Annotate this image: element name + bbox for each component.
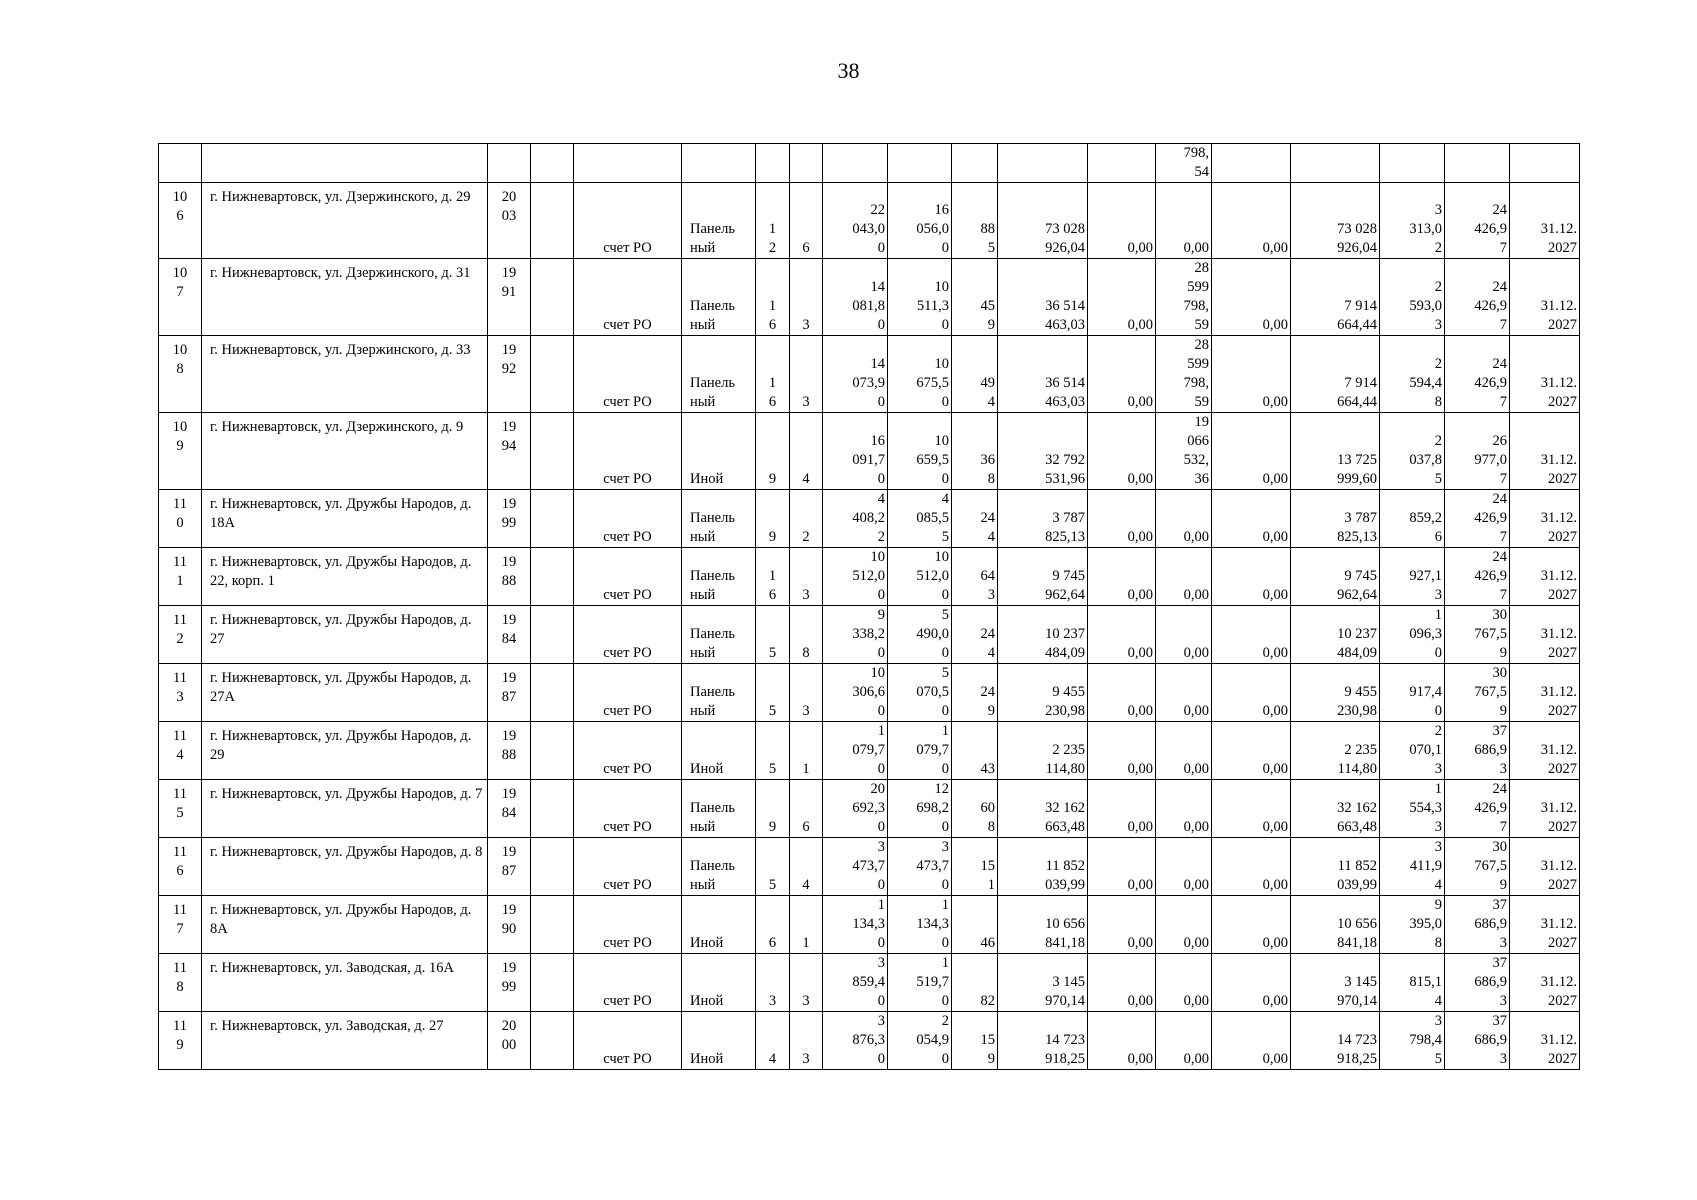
living-area-cell: 1 519,7 0 — [888, 954, 952, 1012]
total-area-cell: 14 081,8 0 — [823, 259, 888, 336]
deadline-cell: 31.12. 2027 — [1510, 548, 1580, 606]
unit-cost-cell: 3 313,0 2 — [1380, 183, 1445, 259]
residents-cell: 64 3 — [952, 548, 998, 606]
funding-source-cell: счет РО — [574, 183, 682, 259]
unit-cost-cell: 3 411,9 4 — [1380, 838, 1445, 896]
wall-material-cell: Иной — [682, 954, 756, 1012]
funding-source-cell: счет РО — [574, 838, 682, 896]
funding-3-cell: 0,00 — [1212, 413, 1291, 490]
address-cell: г. Нижневартовск, ул. Заводская, д. 27 — [202, 1012, 488, 1070]
living-area-cell: 2 054,9 0 — [888, 1012, 952, 1070]
funding-1-cell: 0,00 — [1088, 664, 1156, 722]
funding-2-cell: 0,00 — [1156, 1012, 1212, 1070]
max-unit-cost-cell: 30 767,5 9 — [1445, 664, 1510, 722]
empty-cell — [531, 838, 574, 896]
funding-source-cell: счет РО — [574, 336, 682, 413]
num-cell: 10 8 — [159, 336, 202, 413]
max-unit-cost-cell: 37 686,9 3 — [1445, 954, 1510, 1012]
funding-source-cell: счет РО — [574, 413, 682, 490]
address-cell: г. Нижневартовск, ул. Дзержинского, д. 33 — [202, 336, 488, 413]
total-area-cell: 20 692,3 0 — [823, 780, 888, 838]
funding-2-cell: 0,00 — [1156, 780, 1212, 838]
funding-source-cell: счет РО — [574, 896, 682, 954]
funding-3-cell: 0,00 — [1212, 336, 1291, 413]
address-cell: г. Нижневартовск, ул. Дружбы Народов, д. 18А — [202, 490, 488, 548]
address-cell: г. Нижневартовск, ул. Дружбы Народов, д. 7 — [202, 780, 488, 838]
total-area-cell: 22 043,0 0 — [823, 183, 888, 259]
address-cell: г. Нижневартовск, ул. Дружбы Народов, д. 22, корп. 1 — [202, 548, 488, 606]
wall-material-cell: Иной — [682, 722, 756, 780]
living-area-cell: 5 070,5 0 — [888, 664, 952, 722]
residents-cell: 24 9 — [952, 664, 998, 722]
funding-source-cell: счет РО — [574, 954, 682, 1012]
funding-3-cell: 0,00 — [1212, 838, 1291, 896]
table-row — [159, 259, 1580, 336]
deadline-cell: 31.12. 2027 — [1510, 413, 1580, 490]
num-cell: 11 7 — [159, 896, 202, 954]
max-unit-cost-cell: 24 426,9 7 — [1445, 259, 1510, 336]
floors-cell: 1 2 — [756, 183, 790, 259]
wall-material-cell: Иной — [682, 1012, 756, 1070]
funding-4-cell: 2 235 114,80 — [1291, 722, 1380, 780]
deadline-cell: 31.12. 2027 — [1510, 259, 1580, 336]
entrances-cell: 3 — [790, 1012, 823, 1070]
unit-cost-cell: 815,1 4 — [1380, 954, 1445, 1012]
funding-1-cell: 0,00 — [1088, 336, 1156, 413]
wall-material-cell: Панель ный — [682, 780, 756, 838]
funding-source-cell: счет РО — [574, 548, 682, 606]
funding-3-cell: 0,00 — [1212, 1012, 1291, 1070]
funding-4-cell: 3 145 970,14 — [1291, 954, 1380, 1012]
buildings-table — [158, 143, 1580, 1070]
funding-4-cell: 10 237 484,09 — [1291, 606, 1380, 664]
funding-3-cell: 0,00 — [1212, 490, 1291, 548]
funding-source-cell: счет РО — [574, 259, 682, 336]
empty-cell — [531, 954, 574, 1012]
address-cell: г. Нижневартовск, ул. Дружбы Народов, д. 27 — [202, 606, 488, 664]
funding-1-cell: 0,00 — [1088, 183, 1156, 259]
address-cell: г. Нижневартовск, ул. Дружбы Народов, д. 8А — [202, 896, 488, 954]
total-cost-cell: 9 745 962,64 — [998, 548, 1088, 606]
entrances-cell: 6 — [790, 183, 823, 259]
floors-cell: 6 — [756, 896, 790, 954]
residents-cell: 36 8 — [952, 413, 998, 490]
empty-cell — [531, 490, 574, 548]
empty-cell — [531, 664, 574, 722]
total-area-cell: 1 134,3 0 — [823, 896, 888, 954]
funding-4-cell: 14 723 918,25 — [1291, 1012, 1380, 1070]
funding-2-cell: 19 066 532, 36 — [1156, 413, 1212, 490]
wall-material-cell: Панель ный — [682, 259, 756, 336]
funding-1-cell: 0,00 — [1088, 1012, 1156, 1070]
residents-cell: 82 — [952, 954, 998, 1012]
year-cell: 19 88 — [488, 722, 531, 780]
max-unit-cost-cell: 24 426,9 7 — [1445, 548, 1510, 606]
table-row — [159, 336, 1580, 413]
funding-4-cell: 7 914 664,44 — [1291, 336, 1380, 413]
num-cell: 11 0 — [159, 490, 202, 548]
funding-source-cell: счет РО — [574, 722, 682, 780]
num-cell: 11 4 — [159, 722, 202, 780]
total-cost-cell: 36 514 463,03 — [998, 259, 1088, 336]
deadline-cell: 31.12. 2027 — [1510, 838, 1580, 896]
total-area-cell: 3 473,7 0 — [823, 838, 888, 896]
empty-cell — [531, 413, 574, 490]
total-cost-cell: 3 787 825,13 — [998, 490, 1088, 548]
total-area-cell: 14 073,9 0 — [823, 336, 888, 413]
living-area-cell: 10 675,5 0 — [888, 336, 952, 413]
wall-material-cell: Панель ный — [682, 606, 756, 664]
entrances-cell: 8 — [790, 606, 823, 664]
unit-cost-cell: 2 037,8 5 — [1380, 413, 1445, 490]
address-cell: г. Нижневартовск, ул. Дружбы Народов, д. 27А — [202, 664, 488, 722]
entrances-cell: 3 — [790, 954, 823, 1012]
wall-material-cell: Панель ный — [682, 490, 756, 548]
wall-material-cell: Иной — [682, 896, 756, 954]
floors-cell: 3 — [756, 954, 790, 1012]
empty-cell — [531, 336, 574, 413]
funding-1-cell: 0,00 — [1088, 896, 1156, 954]
funding-1-cell: 0,00 — [1088, 722, 1156, 780]
funding-1-cell: 0,00 — [1088, 838, 1156, 896]
entrances-cell: 3 — [790, 548, 823, 606]
funding-4-cell: 3 787 825,13 — [1291, 490, 1380, 548]
table-row — [159, 413, 1580, 490]
unit-cost-cell: 2 594,4 8 — [1380, 336, 1445, 413]
funding-4-cell: 7 914 664,44 — [1291, 259, 1380, 336]
living-area-cell: 4 085,5 5 — [888, 490, 952, 548]
year-cell: 20 03 — [488, 183, 531, 259]
floors-cell: 9 — [756, 490, 790, 548]
year-cell: 19 84 — [488, 606, 531, 664]
table-row — [159, 183, 1580, 259]
funding-4-cell: 32 162 663,48 — [1291, 780, 1380, 838]
max-unit-cost-cell: 24 426,9 7 — [1445, 183, 1510, 259]
page-number: 38 — [837, 58, 860, 83]
funding-source-cell: счет РО — [574, 1012, 682, 1070]
funding-source-cell: счет РО — [574, 664, 682, 722]
residents-cell: 15 1 — [952, 838, 998, 896]
residents-cell: 88 5 — [952, 183, 998, 259]
funding-3-cell: 0,00 — [1212, 954, 1291, 1012]
entrances-cell: 1 — [790, 896, 823, 954]
empty-cell — [531, 896, 574, 954]
living-area-cell: 1 134,3 0 — [888, 896, 952, 954]
total-cost-cell: 2 235 114,80 — [998, 722, 1088, 780]
funding-1-cell: 0,00 — [1088, 780, 1156, 838]
entrances-cell: 2 — [790, 490, 823, 548]
residents-cell: 24 4 — [952, 490, 998, 548]
funding-2-cell: 0,00 — [1156, 838, 1212, 896]
year-cell: 19 84 — [488, 780, 531, 838]
unit-cost-cell: 1 554,3 3 — [1380, 780, 1445, 838]
num-cell: 11 3 — [159, 664, 202, 722]
deadline-cell: 31.12. 2027 — [1510, 336, 1580, 413]
unit-cost-cell: 2 593,0 3 — [1380, 259, 1445, 336]
funding-2-cell: 28 599 798, 59 — [1156, 259, 1212, 336]
year-cell: 19 90 — [488, 896, 531, 954]
total-cost-cell: 3 145 970,14 — [998, 954, 1088, 1012]
funding-4-cell: 9 745 962,64 — [1291, 548, 1380, 606]
empty-cell — [531, 548, 574, 606]
year-cell: 19 94 — [488, 413, 531, 490]
unit-cost-cell: 859,2 6 — [1380, 490, 1445, 548]
num-cell: 11 9 — [159, 1012, 202, 1070]
living-area-cell: 3 473,7 0 — [888, 838, 952, 896]
num-cell: 11 1 — [159, 548, 202, 606]
num-cell: 10 9 — [159, 413, 202, 490]
address-cell: г. Нижневартовск, ул. Заводская, д. 16А — [202, 954, 488, 1012]
total-cost-cell: 32 162 663,48 — [998, 780, 1088, 838]
living-area-cell: 5 490,0 0 — [888, 606, 952, 664]
wall-material-cell: Панель ный — [682, 838, 756, 896]
deadline-cell: 31.12. 2027 — [1510, 722, 1580, 780]
total-area-cell: 10 512,0 0 — [823, 548, 888, 606]
total-cost-cell: 9 455 230,98 — [998, 664, 1088, 722]
funding-3-cell: 0,00 — [1212, 606, 1291, 664]
num-cell: 10 7 — [159, 259, 202, 336]
num-cell: 10 6 — [159, 183, 202, 259]
entrances-cell: 6 — [790, 780, 823, 838]
living-area-cell: 1 079,7 0 — [888, 722, 952, 780]
funding-1-cell: 0,00 — [1088, 413, 1156, 490]
wall-material-cell: Панель ный — [682, 664, 756, 722]
funding-1-cell: 0,00 — [1088, 548, 1156, 606]
funding-2-cell: 0,00 — [1156, 722, 1212, 780]
entrances-cell: 3 — [790, 259, 823, 336]
address-cell: г. Нижневартовск, ул. Дзержинского, д. 29 — [202, 183, 488, 259]
table-row — [159, 780, 1580, 838]
deadline-cell: 31.12. 2027 — [1510, 954, 1580, 1012]
floors-cell: 5 — [756, 664, 790, 722]
table-row — [159, 838, 1580, 896]
funding-2-cell: 0,00 — [1156, 954, 1212, 1012]
unit-cost-cell: 1 096,3 0 — [1380, 606, 1445, 664]
total-cost-cell: 14 723 918,25 — [998, 1012, 1088, 1070]
funding-2-cell: 0,00 — [1156, 664, 1212, 722]
empty-cell — [531, 183, 574, 259]
num-cell: 11 6 — [159, 838, 202, 896]
unit-cost-cell: 3 798,4 5 — [1380, 1012, 1445, 1070]
deadline-cell: 31.12. 2027 — [1510, 183, 1580, 259]
year-cell: 19 99 — [488, 954, 531, 1012]
funding-3-cell: 0,00 — [1212, 664, 1291, 722]
funding-1-cell: 0,00 — [1088, 259, 1156, 336]
living-area-cell: 12 698,2 0 — [888, 780, 952, 838]
total-cost-cell: 10 656 841,18 — [998, 896, 1088, 954]
address-cell: г. Нижневартовск, ул. Дружбы Народов, д. 29 — [202, 722, 488, 780]
table-row — [159, 664, 1580, 722]
empty-cell — [531, 606, 574, 664]
funding-4-cell: 9 455 230,98 — [1291, 664, 1380, 722]
funding-2-cell: 0,00 — [1156, 183, 1212, 259]
funding-4-cell: 11 852 039,99 — [1291, 838, 1380, 896]
entrances-cell: 4 — [790, 838, 823, 896]
total-cost-cell: 11 852 039,99 — [998, 838, 1088, 896]
total-cost-cell: 10 237 484,09 — [998, 606, 1088, 664]
total-area-cell: 3 859,4 0 — [823, 954, 888, 1012]
floors-cell: 4 — [756, 1012, 790, 1070]
max-unit-cost-cell: 30 767,5 9 — [1445, 838, 1510, 896]
year-cell: 19 87 — [488, 664, 531, 722]
funding-2-cell: 0,00 — [1156, 548, 1212, 606]
living-area-cell: 10 512,0 0 — [888, 548, 952, 606]
funding-3-cell: 0,00 — [1212, 722, 1291, 780]
year-cell: 19 87 — [488, 838, 531, 896]
residents-cell: 15 9 — [952, 1012, 998, 1070]
entrances-cell: 1 — [790, 722, 823, 780]
max-unit-cost-cell: 37 686,9 3 — [1445, 896, 1510, 954]
entrances-cell: 3 — [790, 664, 823, 722]
total-area-cell: 10 306,6 0 — [823, 664, 888, 722]
year-cell: 20 00 — [488, 1012, 531, 1070]
empty-cell — [531, 259, 574, 336]
funding-3-cell: 0,00 — [1212, 259, 1291, 336]
unit-cost-cell: 9 395,0 8 — [1380, 896, 1445, 954]
wall-material-cell: Панель ный — [682, 183, 756, 259]
total-cost-cell: 36 514 463,03 — [998, 336, 1088, 413]
funding-1-cell: 0,00 — [1088, 606, 1156, 664]
max-unit-cost-cell: 24 426,9 7 — [1445, 336, 1510, 413]
empty-cell — [531, 1012, 574, 1070]
empty-cell — [531, 722, 574, 780]
total-cost-cell: 73 028 926,04 — [998, 183, 1088, 259]
floors-cell: 1 6 — [756, 259, 790, 336]
funding-4-cell: 73 028 926,04 — [1291, 183, 1380, 259]
deadline-cell: 31.12. 2027 — [1510, 606, 1580, 664]
funding-source-cell: счет РО — [574, 490, 682, 548]
num-cell: 11 2 — [159, 606, 202, 664]
wall-material-cell: Панель ный — [682, 548, 756, 606]
entrances-cell: 4 — [790, 413, 823, 490]
funding-3-cell: 0,00 — [1212, 183, 1291, 259]
table-row — [159, 490, 1580, 548]
unit-cost-cell: 2 070,1 3 — [1380, 722, 1445, 780]
living-area-cell: 16 056,0 0 — [888, 183, 952, 259]
floors-cell: 5 — [756, 838, 790, 896]
living-area-cell: 10 511,3 0 — [888, 259, 952, 336]
wall-material-cell: Иной — [682, 413, 756, 490]
residents-cell: 49 4 — [952, 336, 998, 413]
total-area-cell: 16 091,7 0 — [823, 413, 888, 490]
address-cell: г. Нижневартовск, ул. Дружбы Народов, д. 8 — [202, 838, 488, 896]
total-area-cell: 3 876,3 0 — [823, 1012, 888, 1070]
funding-source-cell: счет РО — [574, 780, 682, 838]
funding-2-cell: 28 599 798, 59 — [1156, 336, 1212, 413]
num-cell: 11 8 — [159, 954, 202, 1012]
total-area-cell: 1 079,7 0 — [823, 722, 888, 780]
funding-3-cell: 0,00 — [1212, 780, 1291, 838]
floors-cell: 9 — [756, 780, 790, 838]
deadline-cell: 31.12. 2027 — [1510, 780, 1580, 838]
table-row — [159, 896, 1580, 954]
max-unit-cost-cell: 24 426,9 7 — [1445, 490, 1510, 548]
residents-cell: 46 — [952, 896, 998, 954]
funding-3-cell: 0,00 — [1212, 896, 1291, 954]
continued-value-cell: 798, 54 — [1156, 144, 1212, 183]
residents-cell: 43 — [952, 722, 998, 780]
total-cost-cell: 32 792 531,96 — [998, 413, 1088, 490]
living-area-cell: 10 659,5 0 — [888, 413, 952, 490]
total-area-cell: 4 408,2 2 — [823, 490, 888, 548]
deadline-cell: 31.12. 2027 — [1510, 1012, 1580, 1070]
unit-cost-cell: 927,1 3 — [1380, 548, 1445, 606]
wall-material-cell: Панель ный — [682, 336, 756, 413]
floors-cell: 9 — [756, 413, 790, 490]
residents-cell: 24 4 — [952, 606, 998, 664]
deadline-cell: 31.12. 2027 — [1510, 664, 1580, 722]
funding-2-cell: 0,00 — [1156, 606, 1212, 664]
floors-cell: 5 — [756, 722, 790, 780]
funding-3-cell: 0,00 — [1212, 548, 1291, 606]
max-unit-cost-cell: 37 686,9 3 — [1445, 1012, 1510, 1070]
table-row — [159, 606, 1580, 664]
year-cell: 19 91 — [488, 259, 531, 336]
year-cell: 19 92 — [488, 336, 531, 413]
funding-2-cell: 0,00 — [1156, 490, 1212, 548]
table-row — [159, 954, 1580, 1012]
max-unit-cost-cell: 30 767,5 9 — [1445, 606, 1510, 664]
address-cell: г. Нижневартовск, ул. Дзержинского, д. 9 — [202, 413, 488, 490]
address-cell: г. Нижневартовск, ул. Дзержинского, д. 31 — [202, 259, 488, 336]
floors-cell: 5 — [756, 606, 790, 664]
funding-4-cell: 13 725 999,60 — [1291, 413, 1380, 490]
deadline-cell: 31.12. 2027 — [1510, 896, 1580, 954]
deadline-cell: 31.12. 2027 — [1510, 490, 1580, 548]
total-area-cell: 9 338,2 0 — [823, 606, 888, 664]
funding-1-cell: 0,00 — [1088, 490, 1156, 548]
unit-cost-cell: 917,4 0 — [1380, 664, 1445, 722]
empty-cell — [531, 780, 574, 838]
residents-cell: 45 9 — [952, 259, 998, 336]
residents-cell: 60 8 — [952, 780, 998, 838]
funding-source-cell: счет РО — [574, 606, 682, 664]
max-unit-cost-cell: 26 977,0 7 — [1445, 413, 1510, 490]
table-row-continued — [159, 144, 1580, 183]
year-cell: 19 99 — [488, 490, 531, 548]
floors-cell: 1 6 — [756, 336, 790, 413]
table-row — [159, 1012, 1580, 1070]
max-unit-cost-cell: 37 686,9 3 — [1445, 722, 1510, 780]
table-row — [159, 722, 1580, 780]
num-cell: 11 5 — [159, 780, 202, 838]
funding-4-cell: 10 656 841,18 — [1291, 896, 1380, 954]
max-unit-cost-cell: 24 426,9 7 — [1445, 780, 1510, 838]
funding-2-cell: 0,00 — [1156, 896, 1212, 954]
year-cell: 19 88 — [488, 548, 531, 606]
funding-1-cell: 0,00 — [1088, 954, 1156, 1012]
table-row — [159, 548, 1580, 606]
floors-cell: 1 6 — [756, 548, 790, 606]
entrances-cell: 3 — [790, 336, 823, 413]
